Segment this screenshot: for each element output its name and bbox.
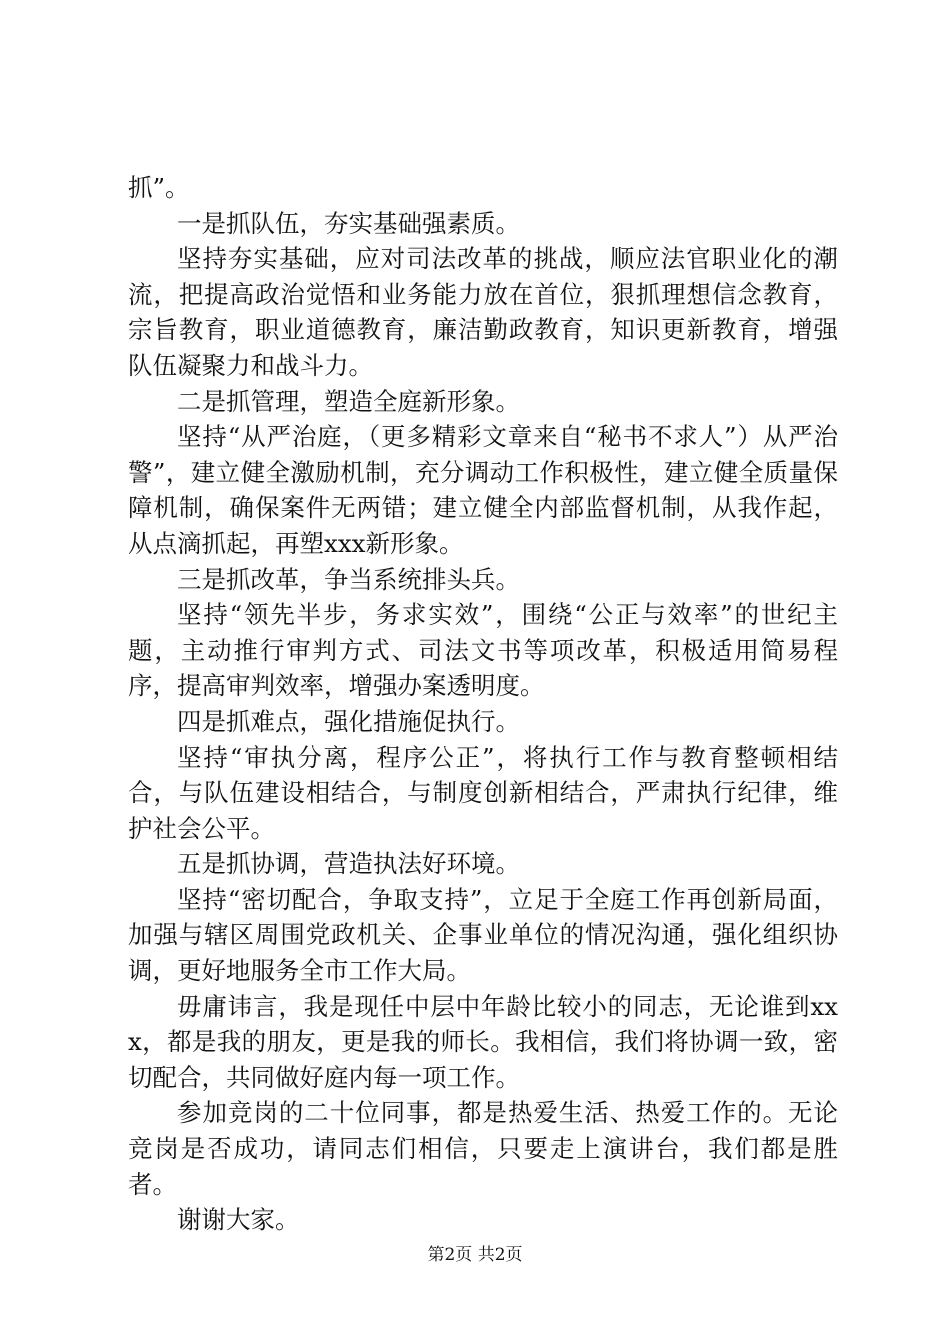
paragraph: 毋庸讳言，我是现任中层中年龄比较小的同志，无论谁到xxx，都是我的朋友，更是我的师长。我相信，我们将协调一致，密切配合，共同做好庭内每一项工作。 [128,991,838,1092]
document-body [128,170,838,1238]
paragraph: 二是抓管理，塑造全庭新形象。 [177,386,520,416]
paragraph: 五是抓协调，营造执法好环境。 [177,849,520,879]
paragraph: 坚持“领先半步，务求实效”，围绕“公正与效率”的世纪主题，主动推行审判方式、司法文书等项改革，积极适用简易程序，提高审判效率，增强办案透明度。 [128,600,838,701]
paragraph: 一是抓队伍，夯实基础强素质。 [177,208,520,238]
page-footer: 第2页 共2页 [427,1245,523,1265]
paragraph: 抓”。 [128,173,190,202]
paragraph: 谢谢大家。 [177,1205,300,1235]
paragraph: 坚持“密切配合，争取支持”，立足于全庭工作再创新局面，加强与辖区周围党政机关、企事业单位的情况沟通，强化组织协调，更好地服务全市工作大局。 [128,884,838,986]
paragraph: 四是抓难点，强化措施促执行。 [177,706,520,736]
paragraph: 坚持“从严治庭，（更多精彩文章来自“秘书不求人”）从严治警”，建立健全激励机制，充分调动工作积极性，建立健全质量保障机制，确保案件无两错；建立健全内部监督机制，从我作起，从点滴抓起，再塑xxx新形象。 [128,422,838,558]
paragraph: 参加竞岗的二十位同事，都是热爱生活、热爱工作的。无论竞岗是否成功，请同志们相信，只要走上演讲台，我们都是胜者。 [128,1098,838,1199]
paragraph: 三是抓改革，争当系统排头兵。 [177,564,520,594]
paragraph: 坚持夯实基础，应对司法改革的挑战，顺应法官职业化的潮流，把提高政治觉悟和业务能力放在首位，狠抓理想信念教育，宗旨教育，职业道德教育，廉洁勤政教育，知识更新教育，增强队伍凝聚力和战斗力。 [128,244,838,380]
paragraph: 坚持“审执分离，程序公正”，将执行工作与教育整顿相结合，与队伍建设相结合，与制度创新相结合，严肃执行纪律，维护社会公平。 [128,742,838,843]
